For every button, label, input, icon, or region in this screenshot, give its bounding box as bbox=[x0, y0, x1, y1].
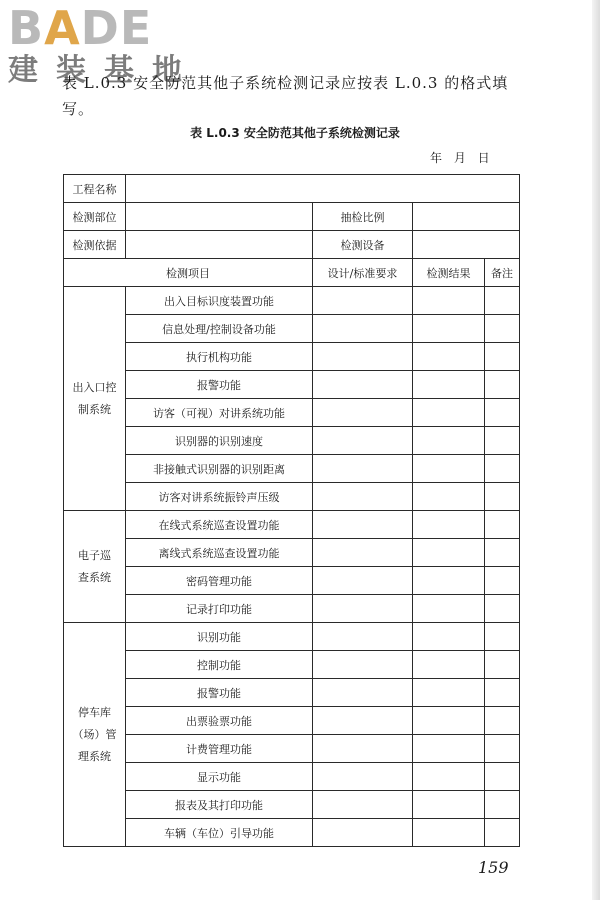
header-result: 检测结果 bbox=[413, 259, 485, 287]
logo-latin bbox=[8, 1, 200, 55]
remark-cell[interactable] bbox=[485, 371, 520, 399]
table-title: 表 L.0.3 安全防范其他子系统检测记录 bbox=[190, 126, 400, 140]
design-standard-cell[interactable] bbox=[313, 735, 413, 763]
table-row bbox=[64, 791, 520, 819]
inspection-item: 控制功能 bbox=[126, 651, 313, 679]
table-row bbox=[64, 231, 520, 259]
group-name bbox=[64, 287, 126, 511]
inspection-item: 信息处理/控制设备功能 bbox=[126, 315, 313, 343]
remark-cell[interactable] bbox=[485, 651, 520, 679]
logo-cjk: 建装基地 bbox=[8, 53, 200, 88]
remark-cell[interactable] bbox=[485, 539, 520, 567]
date-line: 年 月 日 bbox=[430, 151, 490, 165]
remark-cell[interactable] bbox=[485, 287, 520, 315]
group-body bbox=[64, 287, 520, 847]
result-cell[interactable] bbox=[413, 819, 485, 847]
inspection-item: 显示功能 bbox=[126, 763, 313, 791]
design-standard-cell[interactable] bbox=[313, 427, 413, 455]
table-row bbox=[64, 287, 520, 315]
group-name-line: 停车库 bbox=[78, 705, 111, 719]
design-standard-cell[interactable] bbox=[313, 315, 413, 343]
sampling-ratio-label: 抽检比例 bbox=[313, 203, 413, 231]
header-design-standard: 设计/标准要求 bbox=[313, 259, 413, 287]
inspection-basis-label: 检测依据 bbox=[64, 231, 126, 259]
design-standard-cell[interactable] bbox=[313, 763, 413, 791]
table-row bbox=[64, 399, 520, 427]
result-cell[interactable] bbox=[413, 567, 485, 595]
remark-cell[interactable] bbox=[485, 511, 520, 539]
result-cell[interactable] bbox=[413, 679, 485, 707]
design-standard-cell[interactable] bbox=[313, 539, 413, 567]
intro-paragraph: 表 L.0.3 安全防范其他子系统检测记录应按表 L.0.3 的格式填写。 bbox=[62, 74, 509, 118]
design-standard-cell[interactable] bbox=[313, 595, 413, 623]
result-cell[interactable] bbox=[413, 539, 485, 567]
group-name-line: （场）管 bbox=[72, 727, 117, 741]
design-standard-cell[interactable] bbox=[313, 623, 413, 651]
result-cell[interactable] bbox=[413, 763, 485, 791]
group-name-line: 制系统 bbox=[78, 402, 111, 416]
inspection-item: 计费管理功能 bbox=[126, 735, 313, 763]
table-row bbox=[64, 175, 520, 203]
table-row bbox=[64, 679, 520, 707]
result-cell[interactable] bbox=[413, 343, 485, 371]
design-standard-cell[interactable] bbox=[313, 287, 413, 315]
inspection-equipment-label: 检测设备 bbox=[313, 231, 413, 259]
inspection-item: 报警功能 bbox=[126, 371, 313, 399]
result-cell[interactable] bbox=[413, 651, 485, 679]
table-row bbox=[64, 203, 520, 231]
sampling-ratio-value[interactable] bbox=[413, 203, 520, 231]
design-standard-cell[interactable] bbox=[313, 511, 413, 539]
table-row bbox=[64, 735, 520, 763]
remark-cell[interactable] bbox=[485, 819, 520, 847]
group-name-line: 查系统 bbox=[78, 570, 111, 584]
remark-cell[interactable] bbox=[485, 735, 520, 763]
inspection-item: 在线式系统巡查设置功能 bbox=[126, 511, 313, 539]
header-remark: 备注 bbox=[485, 259, 520, 287]
table-row bbox=[64, 315, 520, 343]
inspection-item: 密码管理功能 bbox=[126, 567, 313, 595]
table-row bbox=[64, 343, 520, 371]
table-row bbox=[64, 651, 520, 679]
remark-cell[interactable] bbox=[485, 679, 520, 707]
design-standard-cell[interactable] bbox=[313, 455, 413, 483]
result-cell[interactable] bbox=[413, 371, 485, 399]
inspection-item: 报表及其打印功能 bbox=[126, 791, 313, 819]
result-cell[interactable] bbox=[413, 427, 485, 455]
design-standard-cell[interactable] bbox=[313, 651, 413, 679]
result-cell[interactable] bbox=[413, 791, 485, 819]
result-cell[interactable] bbox=[413, 511, 485, 539]
inspection-item: 离线式系统巡查设置功能 bbox=[126, 539, 313, 567]
remark-cell[interactable] bbox=[485, 343, 520, 371]
remark-cell[interactable] bbox=[485, 483, 520, 511]
project-name-value[interactable] bbox=[126, 175, 520, 203]
design-standard-cell[interactable] bbox=[313, 707, 413, 735]
table-row bbox=[64, 567, 520, 595]
table-row bbox=[64, 483, 520, 511]
inspection-part-label: 检测部位 bbox=[64, 203, 126, 231]
design-standard-cell[interactable] bbox=[313, 483, 413, 511]
table-row bbox=[64, 511, 520, 539]
design-standard-cell[interactable] bbox=[313, 343, 413, 371]
remark-cell[interactable] bbox=[485, 427, 520, 455]
inspection-item: 记录打印功能 bbox=[126, 595, 313, 623]
design-standard-cell[interactable] bbox=[313, 567, 413, 595]
inspection-item: 非接触式识别器的识别距离 bbox=[126, 455, 313, 483]
inspection-item: 出票验票功能 bbox=[126, 707, 313, 735]
remark-cell[interactable] bbox=[485, 791, 520, 819]
result-cell[interactable] bbox=[413, 455, 485, 483]
result-cell[interactable] bbox=[413, 483, 485, 511]
group-name bbox=[64, 623, 126, 847]
header-item: 检测项目 bbox=[64, 259, 313, 287]
logo-accent-letter: A bbox=[44, 1, 81, 55]
inspection-item: 出入目标识度装置功能 bbox=[126, 287, 313, 315]
page-edge-shadow bbox=[592, 0, 600, 900]
design-standard-cell[interactable] bbox=[313, 679, 413, 707]
design-standard-cell[interactable] bbox=[313, 399, 413, 427]
inspection-item: 访客对讲系统振铃声压级 bbox=[126, 483, 313, 511]
group-name-line: 电子巡 bbox=[78, 548, 111, 562]
result-cell[interactable] bbox=[413, 623, 485, 651]
design-standard-cell[interactable] bbox=[313, 791, 413, 819]
table-row bbox=[64, 707, 520, 735]
remark-cell[interactable] bbox=[485, 567, 520, 595]
table-row bbox=[64, 819, 520, 847]
design-standard-cell[interactable] bbox=[313, 371, 413, 399]
remark-cell[interactable] bbox=[485, 763, 520, 791]
inspection-equipment-value[interactable] bbox=[413, 231, 520, 259]
inspection-item: 识别器的识别速度 bbox=[126, 427, 313, 455]
remark-cell[interactable] bbox=[485, 623, 520, 651]
result-cell[interactable] bbox=[413, 399, 485, 427]
logo-letter: B bbox=[8, 1, 45, 55]
logo-letters: DE bbox=[80, 1, 153, 55]
remark-cell[interactable] bbox=[485, 455, 520, 483]
table-row bbox=[64, 595, 520, 623]
page-number: 159 bbox=[478, 858, 509, 877]
inspection-item: 车辆（车位）引导功能 bbox=[126, 819, 313, 847]
table-row bbox=[64, 455, 520, 483]
table-row bbox=[64, 623, 520, 651]
inspection-part-value[interactable] bbox=[126, 203, 313, 231]
inspection-item: 识别功能 bbox=[126, 623, 313, 651]
remark-cell[interactable] bbox=[485, 399, 520, 427]
table-row bbox=[64, 427, 520, 455]
remark-cell[interactable] bbox=[485, 707, 520, 735]
table-row bbox=[64, 539, 520, 567]
inspection-item: 访客（可视）对讲系统功能 bbox=[126, 399, 313, 427]
group-name bbox=[64, 511, 126, 623]
design-standard-cell[interactable] bbox=[313, 819, 413, 847]
inspection-record-table bbox=[63, 174, 520, 847]
project-name-label: 工程名称 bbox=[64, 175, 126, 203]
table-row bbox=[64, 371, 520, 399]
group-name-line: 理系统 bbox=[78, 749, 111, 763]
remark-cell[interactable] bbox=[485, 595, 520, 623]
remark-cell[interactable] bbox=[485, 315, 520, 343]
inspection-item: 报警功能 bbox=[126, 679, 313, 707]
result-cell[interactable] bbox=[413, 595, 485, 623]
inspection-item: 执行机构功能 bbox=[126, 343, 313, 371]
result-cell[interactable] bbox=[413, 735, 485, 763]
result-cell[interactable] bbox=[413, 287, 485, 315]
table-row bbox=[64, 763, 520, 791]
result-cell[interactable] bbox=[413, 707, 485, 735]
inspection-basis-value[interactable] bbox=[126, 231, 313, 259]
group-name-line: 出入口控 bbox=[72, 380, 117, 394]
table-header-row bbox=[64, 259, 520, 287]
result-cell[interactable] bbox=[413, 315, 485, 343]
